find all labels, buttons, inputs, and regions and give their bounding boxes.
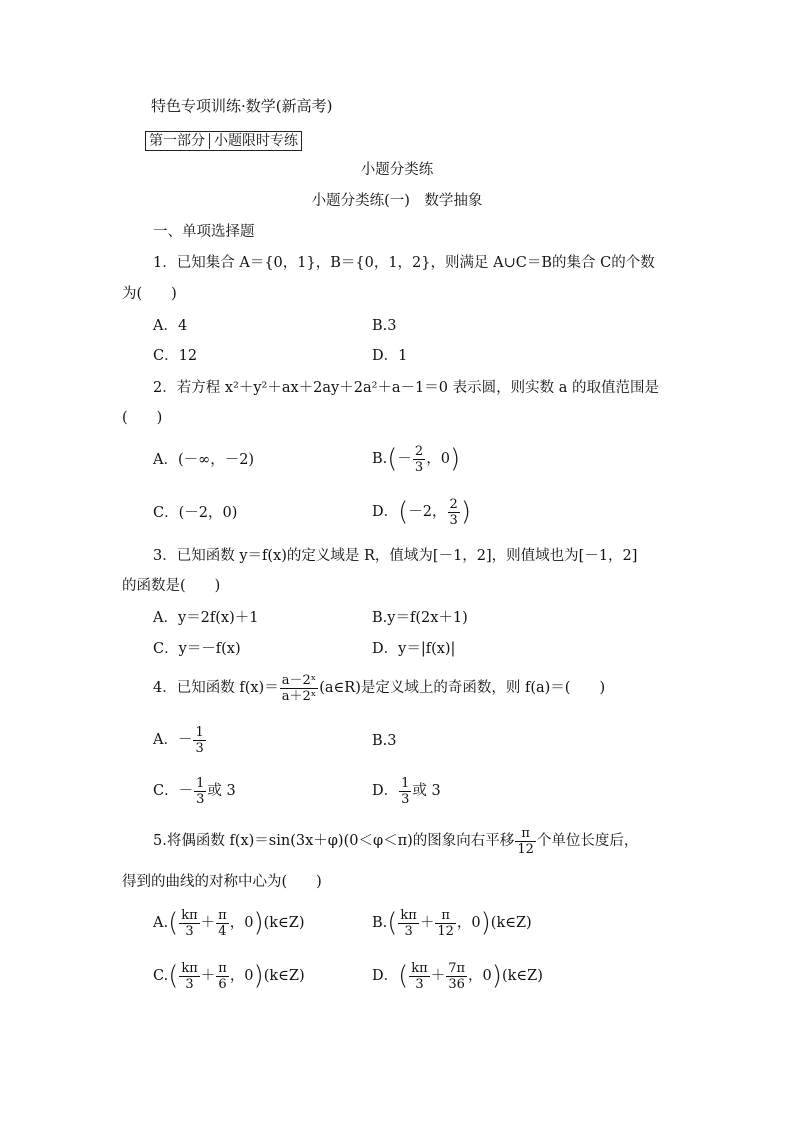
q4-a-fraction [193,725,205,756]
fraction [446,961,467,992]
q2-b-label: B. [372,451,388,467]
numerator: π [218,907,227,923]
q5-d-label: D． [372,968,399,984]
q2-option-b[interactable] [372,441,460,477]
q2-d-lead: －2， [408,504,447,520]
q4-c-label: C．－ [153,783,194,799]
q4-stem [153,670,605,706]
q5-option-c[interactable] [153,958,305,994]
paren-open: ( [168,908,179,938]
q1-stem-line1 [153,253,655,273]
q3-option-a[interactable]: A．y＝2f(x)＋1 [153,610,259,626]
q1-option-a[interactable]: A．4 [153,318,188,334]
q4-d-label: D． [372,783,399,799]
q2-b-sign: － [397,451,412,467]
denominator: 3 [196,791,205,807]
q5-a-label: A. [153,915,169,931]
section-subtitle: 小题分类练(一) 数学抽象 [311,193,483,209]
numerator: kπ [411,960,428,976]
q1-option-c[interactable]: C．12 [153,348,198,364]
denominator: 3 [185,923,194,939]
q2-stem-line2: ( ) [122,410,163,426]
part-banner [145,131,302,151]
fraction [398,908,418,939]
q5-stem-line2: 得到的曲线的对称中心为( ) [122,874,322,890]
q2-option-c[interactable]: C．(－2，0) [153,505,238,521]
numerator: π [515,826,536,842]
q4-c-fraction [194,776,206,807]
k-in-z: (k∈Z) [263,915,305,931]
denominator: 3 [195,740,204,756]
plus-sign: ＋ [419,915,435,931]
q1-lead: 1．已知集合 [153,255,240,271]
denominator: 3 [415,976,424,992]
q4-option-b[interactable]: B.3 [372,733,397,749]
fraction [216,961,229,992]
paren-close: ) [253,908,264,938]
q4-lead: 4．已知函数 f(x)＝ [153,680,279,696]
k-in-z: (k∈Z) [490,915,532,931]
q1-option-d[interactable]: D．1 [372,348,408,364]
fraction [179,961,199,992]
q3-option-b[interactable]: B.y＝f(2x＋1) [372,610,468,626]
q4-tail: (a∈R)是定义域上的奇函数，则 f(a)＝( ) [319,680,606,696]
denominator: 3 [414,459,424,475]
q2-b-fraction [413,444,425,475]
q4-option-c[interactable] [153,773,236,809]
q1-tail: 的集合 C的个数 [552,255,655,271]
plus-sign: ＋ [200,915,216,931]
q5-option-d[interactable] [372,958,543,994]
q5-zero: ，0 [456,915,481,931]
denominator: 4 [218,923,227,939]
numerator: a－2ˣ [281,672,317,688]
part-label: 第一部分 [149,133,205,149]
q4-c-tail: 或 3 [207,783,236,799]
fraction [435,908,456,939]
q2-stem-line1: 2．若方程 x²＋y²＋ax＋2ay＋2a²＋a－1＝0 表示圆，则实数 a 的取值范围是 [153,380,659,396]
numerator: 1 [196,775,205,791]
q5-option-a[interactable] [153,905,305,941]
numerator: 2 [449,496,458,512]
q5-zero: ，0 [229,915,254,931]
q1-option-b[interactable]: B.3 [372,318,397,334]
numerator: kπ [400,907,417,923]
q4-d-tail: 或 3 [412,783,441,799]
paren-close: ) [460,497,471,527]
q2-option-d[interactable] [372,494,471,530]
part-title: 小题限时专练 [214,133,298,149]
fraction [409,961,429,992]
q2-b-tail: ，0 [426,451,450,467]
section-heading: 一、单项选择题 [153,224,255,240]
paren-close: ) [491,961,502,991]
q4-option-a[interactable] [153,722,207,758]
paren-open: ( [168,961,179,991]
paren-open: ( [398,497,409,527]
q5-zero: ，0 [229,968,254,984]
paren-open: ( [387,908,398,938]
denominator: 36 [448,976,465,992]
q2-d-label: D． [372,504,399,520]
denominator: 12 [517,841,534,857]
q3-option-c[interactable]: C．y＝－f(x) [153,641,241,657]
paren-close: ) [449,444,461,474]
denominator: 12 [437,923,454,939]
q4-d-fraction [399,776,411,807]
q4-a-label: A．－ [153,732,193,748]
q3-stem-line1: 3．已知函数 y＝f(x)的定义域是 R，值域为[－1，2]，则值域也为[－1，2] [153,548,638,564]
numerator: kπ [181,960,198,976]
numerator: π [218,960,227,976]
q4-fraction [280,673,319,704]
q5-fraction [515,826,536,857]
k-in-z: (k∈Z) [263,968,305,984]
q5-c-label: C. [153,968,169,984]
paren-close: ) [253,961,264,991]
q5-option-b[interactable] [372,905,532,941]
plus-sign: ＋ [430,968,446,984]
q5-stem-line1 [153,823,638,859]
series-title: 特色专项训练·数学(新高考) [151,97,333,115]
k-in-z: (k∈Z) [501,968,543,984]
q2-d-fraction [448,497,460,528]
banner-divider [209,133,210,149]
fraction [216,908,229,939]
denominator: 6 [218,976,227,992]
denominator: 3 [185,976,194,992]
fraction [179,908,199,939]
q5-lead: 5.将偶函数 f(x)＝sin(3x＋φ)(0＜φ＜π)的图象向右平移 [153,833,515,849]
paren-open: ( [387,444,398,474]
numerator: 7π [448,960,466,976]
q1-set-b: B＝{0，1，2}，则满足 [330,255,494,271]
q4-option-d[interactable] [372,773,441,809]
denominator: a＋2ˣ [281,688,317,704]
q1-stem-line2: 为( ) [122,286,177,302]
paren-open: ( [398,961,409,991]
denominator: 3 [401,791,410,807]
q3-stem-line2: 的函数是( ) [122,578,221,594]
q3-option-d[interactable]: D．y＝|f(x)| [372,641,456,657]
q2-option-a[interactable]: A．(－∞，－2) [153,452,255,468]
numerator: 1 [401,775,410,791]
numerator: 1 [195,724,204,740]
numerator: 2 [414,443,424,459]
q5-tail: 个单位长度后， [536,833,639,849]
denominator: 3 [404,923,413,939]
section-title: 小题分类练 [360,162,434,178]
numerator: kπ [181,907,198,923]
paren-close: ) [480,908,491,938]
q5-b-label: B. [372,915,388,931]
q1-condition: A∪C＝B [493,255,552,271]
denominator: 3 [449,512,458,528]
q5-zero: ，0 [468,968,492,984]
plus-sign: ＋ [200,968,216,984]
numerator: π [435,908,456,924]
q1-set-a: A＝{0，1}， [239,255,331,271]
